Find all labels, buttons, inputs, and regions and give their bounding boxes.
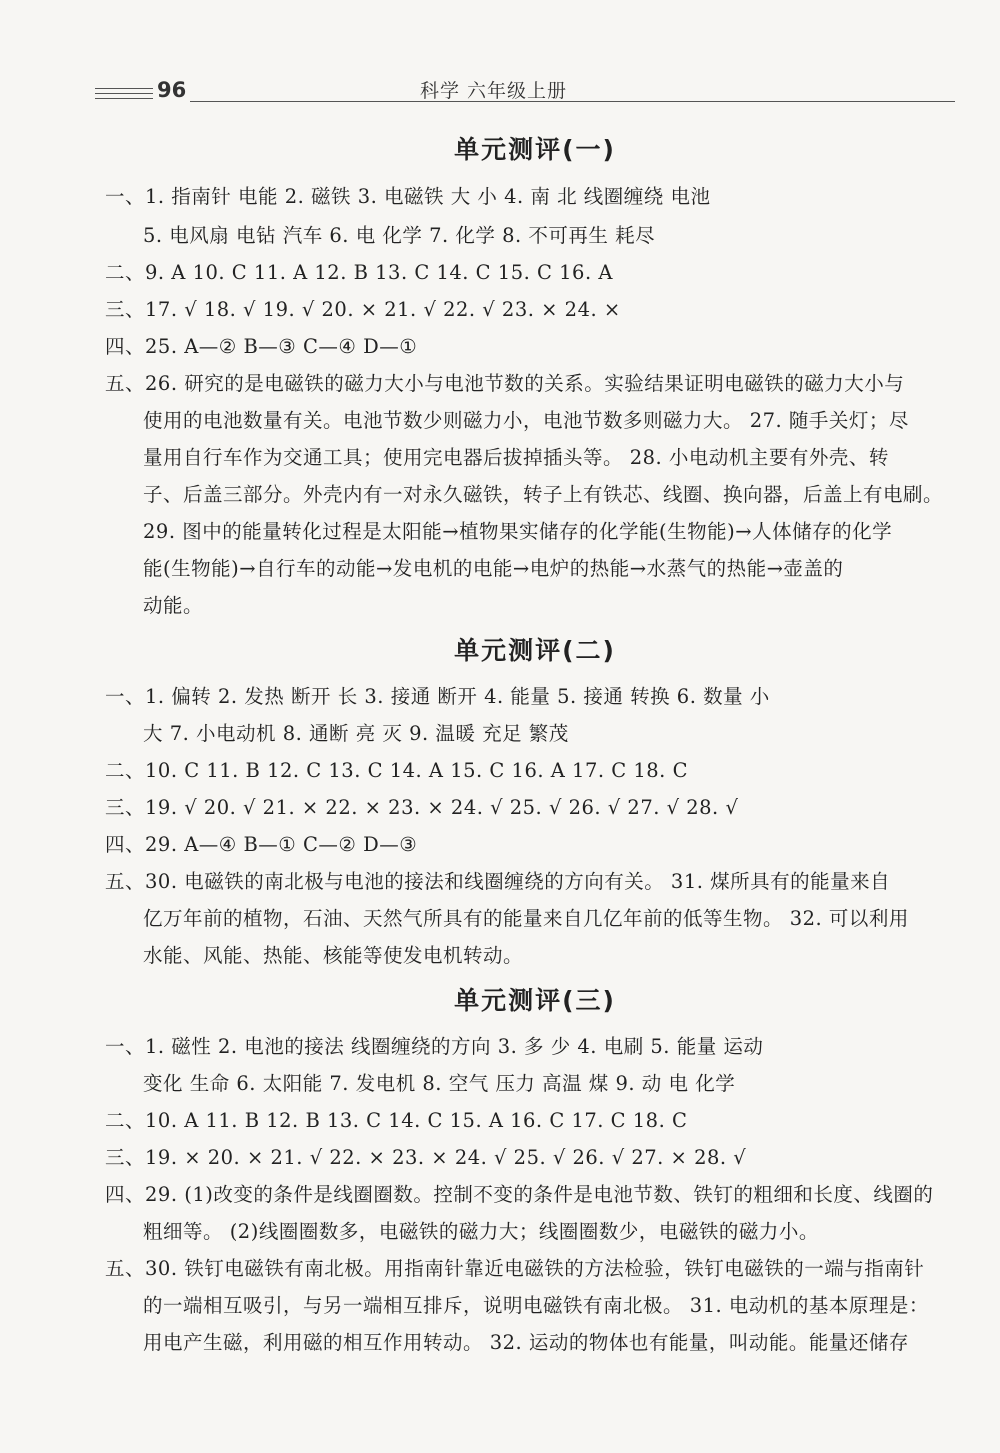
- answer-line: 5. 电风扇 电钻 汽车 6. 电 化学 7. 化学 8. 不可再生 耗尽: [143, 224, 656, 247]
- answer-line: 五、30. 电磁铁的南北极与电池的接法和线圈缠绕的方向有关。 31. 煤所具有的能量来自: [105, 870, 891, 893]
- answer-line: 亿万年前的植物，石油、天然气所具有的能量来自几亿年前的低等生物。 32. 可以利用: [143, 907, 909, 930]
- section-title: 单元测评(一): [454, 135, 616, 164]
- answer-line: 三、19. × 20. × 21. √ 22. × 23. × 24. √ 25. √ 26. √ 27. × 28. √: [105, 1146, 747, 1169]
- answer-line: 四、25. A—② B—③ C—④ D—①: [105, 335, 418, 358]
- answer-line: 动能。: [143, 594, 204, 617]
- answer-line: 四、29. A—④ B—① C—② D—③: [105, 833, 418, 856]
- answer-line: 三、17. √ 18. √ 19. √ 20. × 21. √ 22. √ 23. × 24. ×: [105, 298, 621, 321]
- answer-content: [105, 123, 965, 1361]
- answer-line: 一、1. 指南针 电能 2. 磁铁 3. 电磁铁 大 小 4. 南 北 线圈缠绕 电池: [105, 185, 711, 208]
- answer-line: 四、29. (1)改变的条件是线圈圈数。控制不变的条件是电池节数、铁钉的粗细和长度、线圈的: [105, 1183, 934, 1206]
- page-header: [95, 70, 955, 110]
- answer-line: 一、1. 磁性 2. 电池的接法 线圈缠绕的方向 3. 多 少 4. 电刷 5. 能量 运动: [105, 1035, 764, 1058]
- answer-line: 能(生物能)→自行车的动能→发电机的电能→电炉的热能→水蒸气的热能→壶盖的: [143, 557, 844, 580]
- answer-line: 五、26. 研究的是电磁铁的磁力大小与电池节数的关系。实验结果证明电磁铁的磁力大小与: [105, 372, 905, 395]
- answer-line: 一、1. 偏转 2. 发热 断开 长 3. 接通 断开 4. 能量 5. 接通 转换 6. 数量 小: [105, 685, 770, 708]
- section-title: 单元测评(二): [454, 636, 616, 665]
- answer-line: 二、10. A 11. B 12. B 13. C 14. C 15. A 16. C 17. C 18. C: [105, 1109, 688, 1132]
- answer-line: 粗细等。 (2)线圈圈数多，电磁铁的磁力大；线圈圈数少，电磁铁的磁力小。: [143, 1220, 819, 1243]
- answer-line: 使用的电池数量有关。电池节数少则磁力小，电池节数多则磁力大。 27. 随手关灯；尽: [143, 409, 909, 432]
- header-rule: [190, 101, 955, 102]
- answer-line: 大 7. 小电动机 8. 通断 亮 灭 9. 温暖 充足 繁茂: [143, 722, 569, 745]
- page-number: 96: [157, 78, 187, 102]
- section-title: 单元测评(三): [454, 986, 616, 1015]
- answer-line: 变化 生命 6. 太阳能 7. 发电机 8. 空气 压力 高温 煤 9. 动 电 化学: [143, 1072, 736, 1095]
- book-title: 科学 六年级上册: [420, 80, 568, 102]
- answer-line: 二、9. A 10. C 11. A 12. B 13. C 14. C 15. C 16. A: [105, 261, 613, 284]
- answer-line: 三、19. √ 20. √ 21. × 22. × 23. × 24. √ 25. √ 26. √ 27. √ 28. √: [105, 796, 739, 819]
- answer-line: 29. 图中的能量转化过程是太阳能→植物果实储存的化学能(生物能)→人体储存的化学: [143, 520, 893, 543]
- answer-line: 的一端相互吸引，与另一端相互排斥，说明电磁铁有南北极。 31. 电动机的基本原理是：: [143, 1294, 929, 1317]
- answer-line: 用电产生磁，利用磁的相互作用转动。 32. 运动的物体也有能量，叫动能。能量还储存: [143, 1331, 909, 1354]
- header-decoration: [95, 88, 153, 103]
- answer-line: 水能、风能、热能、核能等使发电机转动。: [143, 944, 524, 967]
- answer-line: 五、30. 铁钉电磁铁有南北极。用指南针靠近电磁铁的方法检验，铁钉电磁铁的一端与指南针: [105, 1257, 925, 1280]
- answer-line: 子、后盖三部分。外壳内有一对永久磁铁，转子上有铁芯、线圈、换向器，后盖上有电刷。: [143, 483, 944, 506]
- answer-line: 量用自行车作为交通工具；使用完电器后拔掉插头等。 28. 小电动机主要有外壳、转: [143, 446, 889, 469]
- answer-line: 二、10. C 11. B 12. C 13. C 14. A 15. C 16. A 17. C 18. C: [105, 759, 688, 782]
